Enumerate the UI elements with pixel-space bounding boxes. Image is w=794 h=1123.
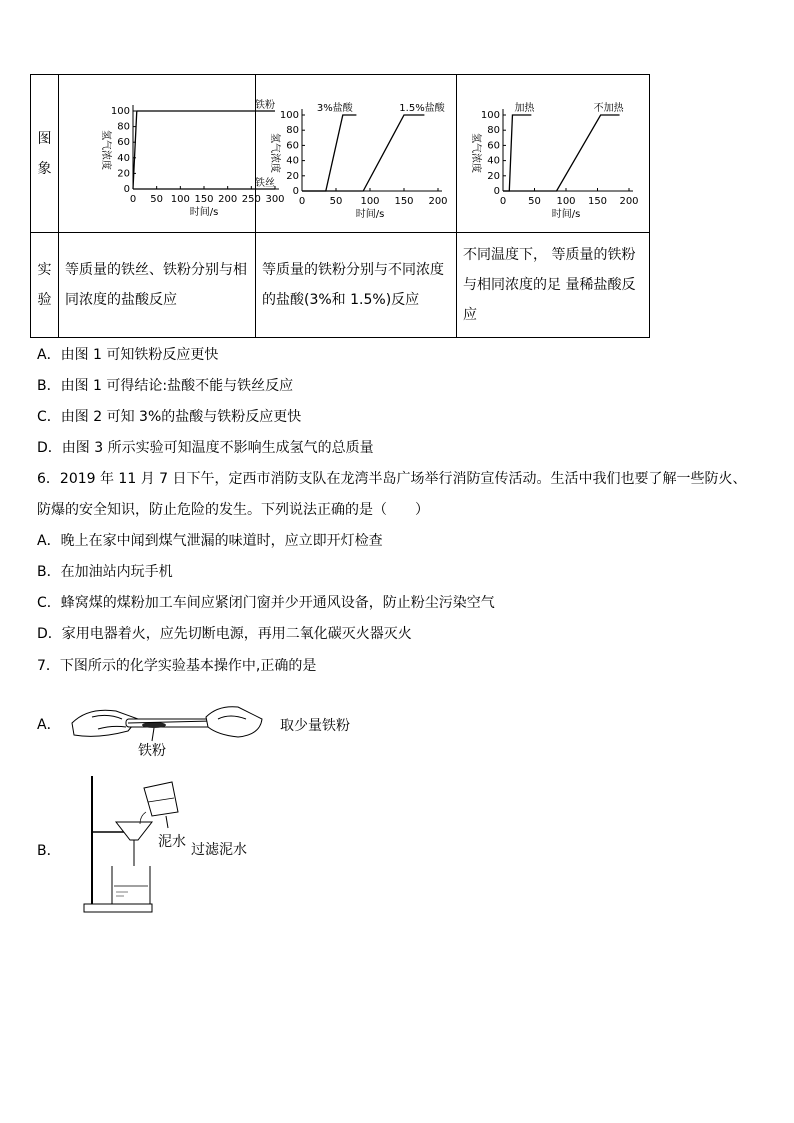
y-tick-label: 100 [110,106,130,117]
y-tick-label: 60 [487,140,500,152]
option-6a: A．晚上在家中闻到煤气泄漏的味道时，应立即开灯检查 [37,533,383,549]
x-tick-label: 250 [241,194,261,205]
series-line [133,111,275,189]
option-5d: D．由图 3 所示实验可知温度不影响生成氢气的总质量 [37,440,374,456]
x-tick-label: 50 [150,194,164,205]
muddy-water-label: 泥水 [158,834,186,850]
x-tick-label: 50 [528,196,541,207]
y-tick-label: 0 [292,186,299,197]
graph-cell-3 [457,75,650,233]
chart-1 [59,75,285,232]
y-tick-label: 60 [117,137,130,149]
x-axis-label: 时间/s [355,209,385,220]
option-7b-letter: B． [37,843,61,859]
y-tick-label: 80 [487,125,500,137]
x-tick-label: 50 [329,196,343,207]
chart-2 [256,75,456,232]
y-tick-label: 100 [480,110,500,121]
x-tick-label: 200 [218,194,238,205]
y-tick-label: 40 [117,152,130,164]
option-6b: B．在加油站内玩手机 [37,564,173,580]
option-6c: C．蜂窝煤的煤粉加工车间应紧闭门窗并少开通风设备，防止粉尘污染空气 [37,595,495,611]
x-tick-label: 100 [170,194,190,205]
option-7b-caption: 过滤泥水 [191,842,247,858]
question-7-stem: 7．下图所示的化学实验基本操作中,正确的是 [37,658,317,674]
series-line [302,115,424,191]
series-label: 铁粉 [255,100,275,111]
y-tick-label: 20 [286,170,299,182]
x-tick-label: 0 [298,196,306,207]
series-line [503,115,620,191]
y-tick-label: 40 [487,155,500,167]
series-label: 铁丝 [255,178,275,189]
y-tick-label: 100 [279,110,299,121]
option-7a-caption: 取少量铁粉 [280,718,350,734]
y-tick-label: 0 [123,184,130,195]
row-label-graph: 图 象 [31,75,59,233]
y-axis-label: 氢气浓度 [100,130,111,170]
x-tick-label: 150 [587,196,608,207]
y-axis-label: 氢气浓度 [269,133,280,173]
y-tick-label: 40 [286,155,299,167]
x-tick-label: 0 [499,196,507,207]
series-label: 3%盐酸 [316,103,353,114]
take-iron-powder-illustration [68,695,268,757]
question-6-stem: 6．2019 年 11 月 7 日下午，定西市消防支队在龙湾半岛广场举行消防宣传活动。生活中我们也要了解一些防火、防爆的安全知识，防止危险的发生。下列说法正确的是（ ） [37,471,747,518]
option-5a: A．由图 1 可知铁粉反应更快 [37,347,219,363]
graph-cell-1 [59,75,285,233]
y-axis-label: 氢气浓度 [470,133,481,173]
x-tick-label: 300 [265,194,285,205]
experiment-text-1: 等质量的铁丝、铁粉分别与相同浓度的盐酸反应 [59,233,256,338]
iron-powder-label: 铁粉 [138,743,166,759]
experiment-text-2: 等质量的铁粉分别与不同浓度的盐酸(3%和 1.5%)反应 [256,233,457,338]
graph-cell-2 [256,75,457,233]
x-axis-label: 时间/s [189,207,219,218]
y-tick-label: 20 [487,170,500,182]
option-5c: C．由图 2 可知 3%的盐酸与铁粉反应更快 [37,409,302,425]
option-6d: D．家用电器着火，应先切断电源，再用二氧化碳灭火器灭火 [37,626,412,642]
row-label-experiment: 实 验 [31,233,59,338]
x-tick-label: 0 [129,194,137,205]
chart-3 [457,75,649,232]
series-label: 不加热 [593,103,624,114]
series-label: 加热 [514,103,535,114]
x-tick-label: 200 [619,196,639,207]
y-tick-label: 0 [493,186,500,197]
x-tick-label: 150 [194,194,214,205]
x-axis-label: 时间/s [551,209,581,220]
series-line [302,115,356,191]
series-line [503,115,531,191]
option-5b: B．由图 1 可得结论:盐酸不能与铁丝反应 [37,378,294,394]
x-tick-label: 200 [428,196,448,207]
y-tick-label: 80 [286,125,299,137]
y-tick-label: 80 [117,121,130,133]
option-7a-letter: A． [37,717,61,733]
experiment-table [30,74,650,338]
experiment-text-3: 不同温度下， 等质量的铁粉与相同浓度的足 量稀盐酸反应 [457,233,650,338]
y-tick-label: 20 [117,168,130,180]
x-tick-label: 100 [556,196,576,207]
x-tick-label: 150 [394,196,414,207]
series-label: 1.5%盐酸 [399,103,445,114]
y-tick-label: 60 [286,140,299,152]
x-tick-label: 100 [360,196,380,207]
